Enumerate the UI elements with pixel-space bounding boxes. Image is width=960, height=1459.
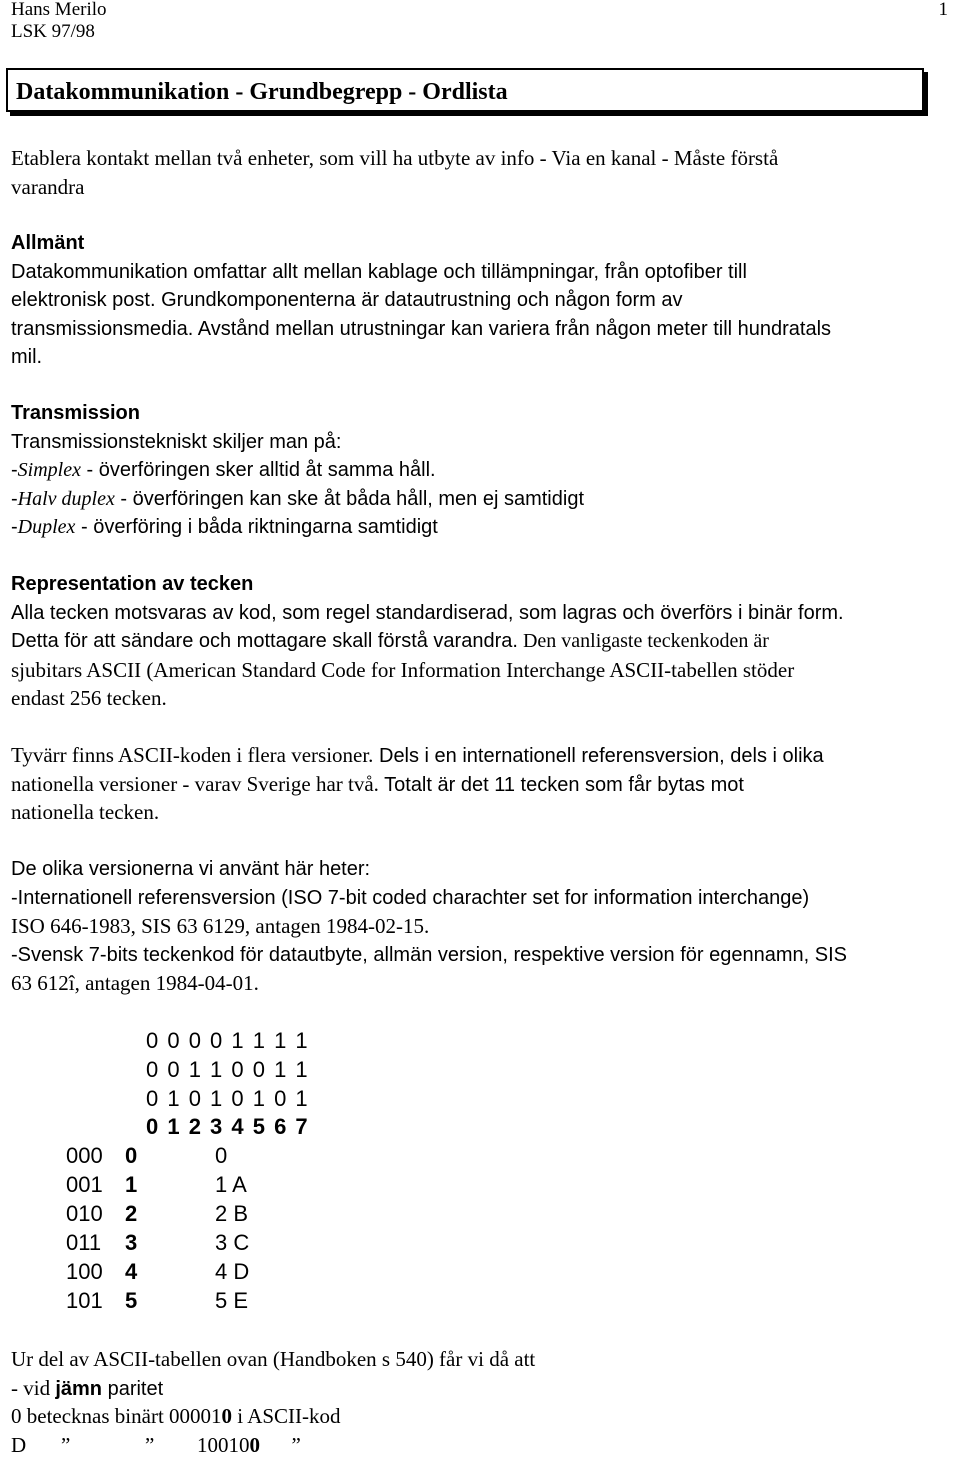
outro-char: D	[11, 1431, 61, 1459]
outro-quote: ”	[61, 1431, 145, 1459]
row-value: 4 D	[215, 1259, 249, 1285]
row-number: 1	[125, 1172, 137, 1198]
row-number: 2	[125, 1201, 137, 1227]
versions-note	[11, 741, 954, 827]
section-line	[11, 627, 954, 656]
outro-part: i ASCII-kod	[232, 1404, 341, 1428]
transmission-item	[11, 456, 954, 485]
table-header-row: 0 0 0 0 1 1 1 1	[146, 1028, 308, 1054]
outro-line	[11, 1431, 954, 1459]
list-line: De olika versionerna vi använt här heter:	[11, 855, 954, 884]
section-heading: Representation av tecken	[11, 570, 954, 599]
outro-bold-digit: 0	[250, 1431, 292, 1459]
outro-line: Ur del av ASCII-tabellen ovan (Handboken s 540) får vi då att	[11, 1345, 954, 1374]
outro-code: 10010	[197, 1433, 250, 1457]
row-bits: 000	[66, 1143, 103, 1169]
row-value: 0	[215, 1143, 227, 1169]
section-line: Datakommunikation omfattar allt mellan kablage och tillämpningar, från optofiber till	[11, 258, 954, 287]
item-text: - överföringen sker alltid åt samma håll.	[81, 459, 436, 481]
note-part: nationella versioner - varav Sverige har två.	[11, 772, 379, 796]
row-bits: 011	[66, 1230, 101, 1256]
row-value: 5 E	[215, 1288, 248, 1314]
header-author: Hans Merilo	[11, 0, 107, 19]
section-line: sjubitars ASCII (American Standard Code for Information Interchange ASCII-tabellen stöder	[11, 656, 954, 685]
table-row	[0, 1288, 960, 1318]
item-prefix: -	[11, 488, 18, 510]
intro-line: Etablera kontakt mellan två enheter, som vill ha utbyte av info - Via en kanal - Måste förstå	[11, 144, 954, 173]
note-part: Totalt är det 11 tecken som får bytas mot	[379, 774, 744, 796]
section-line: transmissionsmedia. Avstånd mellan utrustningar kan variera från någon meter till hundratals	[11, 315, 954, 344]
section-line-part: Den vanligaste teckenkoden är	[518, 630, 769, 652]
section-line: endast 256 tecken.	[11, 684, 954, 713]
outro-part: 0 betecknas binärt 0000	[11, 1404, 211, 1428]
outro-part: - vid	[11, 1376, 55, 1400]
table-row	[0, 1201, 960, 1231]
table-row	[0, 1230, 960, 1260]
outro-part: 1	[211, 1404, 222, 1428]
row-number: 5	[125, 1288, 137, 1314]
table-header-row: 0 1 0 1 0 1 0 1	[146, 1086, 308, 1112]
list-line: -Svensk 7-bits teckenkod för datautbyte, allmän version, respektive version för egennamn, SIS	[11, 941, 954, 970]
section-line: Transmissionstekniskt skiljer man på:	[11, 428, 954, 457]
note-part: Tyvärr finns ASCII-koden i flera versioner.	[11, 743, 373, 767]
page-title: Datakommunikation - Grundbegrepp - Ordlista	[16, 79, 508, 106]
item-text: - överföring i båda riktningarna samtidigt	[75, 516, 437, 538]
item-term: Simplex	[18, 459, 81, 481]
versions-list	[11, 855, 954, 998]
row-bits: 001	[66, 1172, 103, 1198]
intro-line: varandra	[11, 173, 954, 202]
outro-quote: ”	[292, 1433, 301, 1457]
title-box	[6, 68, 924, 112]
section-line-part: Detta för att sändare och mottagare skall förstå varandra.	[11, 630, 518, 652]
header-course: LSK 97/98	[11, 22, 95, 41]
section-transmission	[11, 399, 954, 542]
note-line	[11, 770, 954, 799]
table-row	[0, 1259, 960, 1289]
outro-bold-word: jämn	[55, 1378, 102, 1400]
item-term: Halv duplex	[18, 488, 115, 510]
item-term: Duplex	[18, 516, 76, 538]
outro-bold-digit: 0	[222, 1404, 233, 1428]
row-bits: 100	[66, 1259, 103, 1285]
list-line: -Internationell referensversion (ISO 7-bit coded charachter set for information interchange)	[11, 884, 954, 913]
list-line: 63 612î, antagen 1984-04-01.	[11, 969, 954, 998]
section-heading: Allmänt	[11, 229, 954, 258]
table-row	[0, 1172, 960, 1202]
item-prefix: -	[11, 516, 18, 538]
table-row	[0, 1143, 960, 1173]
section-line: mil.	[11, 343, 954, 372]
row-number: 0	[125, 1143, 137, 1169]
row-value: 1 A	[215, 1172, 247, 1198]
section-line: elektronisk post. Grundkomponenterna är datautrustning och någon form av	[11, 286, 954, 315]
outro-line	[11, 1374, 954, 1403]
row-bits: 010	[66, 1201, 103, 1227]
table-column-numbers: 0 1 2 3 4 5 6 7	[146, 1114, 308, 1140]
list-line: ISO 646-1983, SIS 63 6129, antagen 1984-02-15.	[11, 912, 954, 941]
outro-paragraph	[11, 1345, 954, 1459]
item-text: - överföringen kan ske åt båda håll, men ej samtidigt	[115, 488, 584, 510]
note-line	[11, 741, 954, 770]
transmission-item	[11, 513, 954, 542]
transmission-item	[11, 485, 954, 514]
note-line: nationella tecken.	[11, 798, 954, 827]
row-number: 3	[125, 1230, 137, 1256]
outro-part: paritet	[102, 1378, 163, 1400]
row-value: 2 B	[215, 1201, 248, 1227]
note-part: Dels i en internationell referensversion, dels i olika	[373, 745, 823, 767]
row-value: 3 C	[215, 1230, 249, 1256]
section-allmant	[11, 229, 954, 372]
outro-quote: ”	[145, 1431, 197, 1459]
outro-line	[11, 1402, 954, 1431]
item-prefix: -	[11, 459, 18, 481]
table-header-row: 0 0 1 1 0 0 1 1	[146, 1057, 308, 1083]
section-heading: Transmission	[11, 399, 954, 428]
row-number: 4	[125, 1259, 137, 1285]
page-number: 1	[939, 0, 949, 19]
section-representation	[11, 570, 954, 713]
row-bits: 101	[66, 1288, 103, 1314]
ascii-table	[0, 1024, 960, 1324]
section-line: Alla tecken motsvaras av kod, som regel standardiserad, som lagras och överförs i binär form.	[11, 599, 954, 628]
intro-paragraph	[11, 144, 954, 201]
